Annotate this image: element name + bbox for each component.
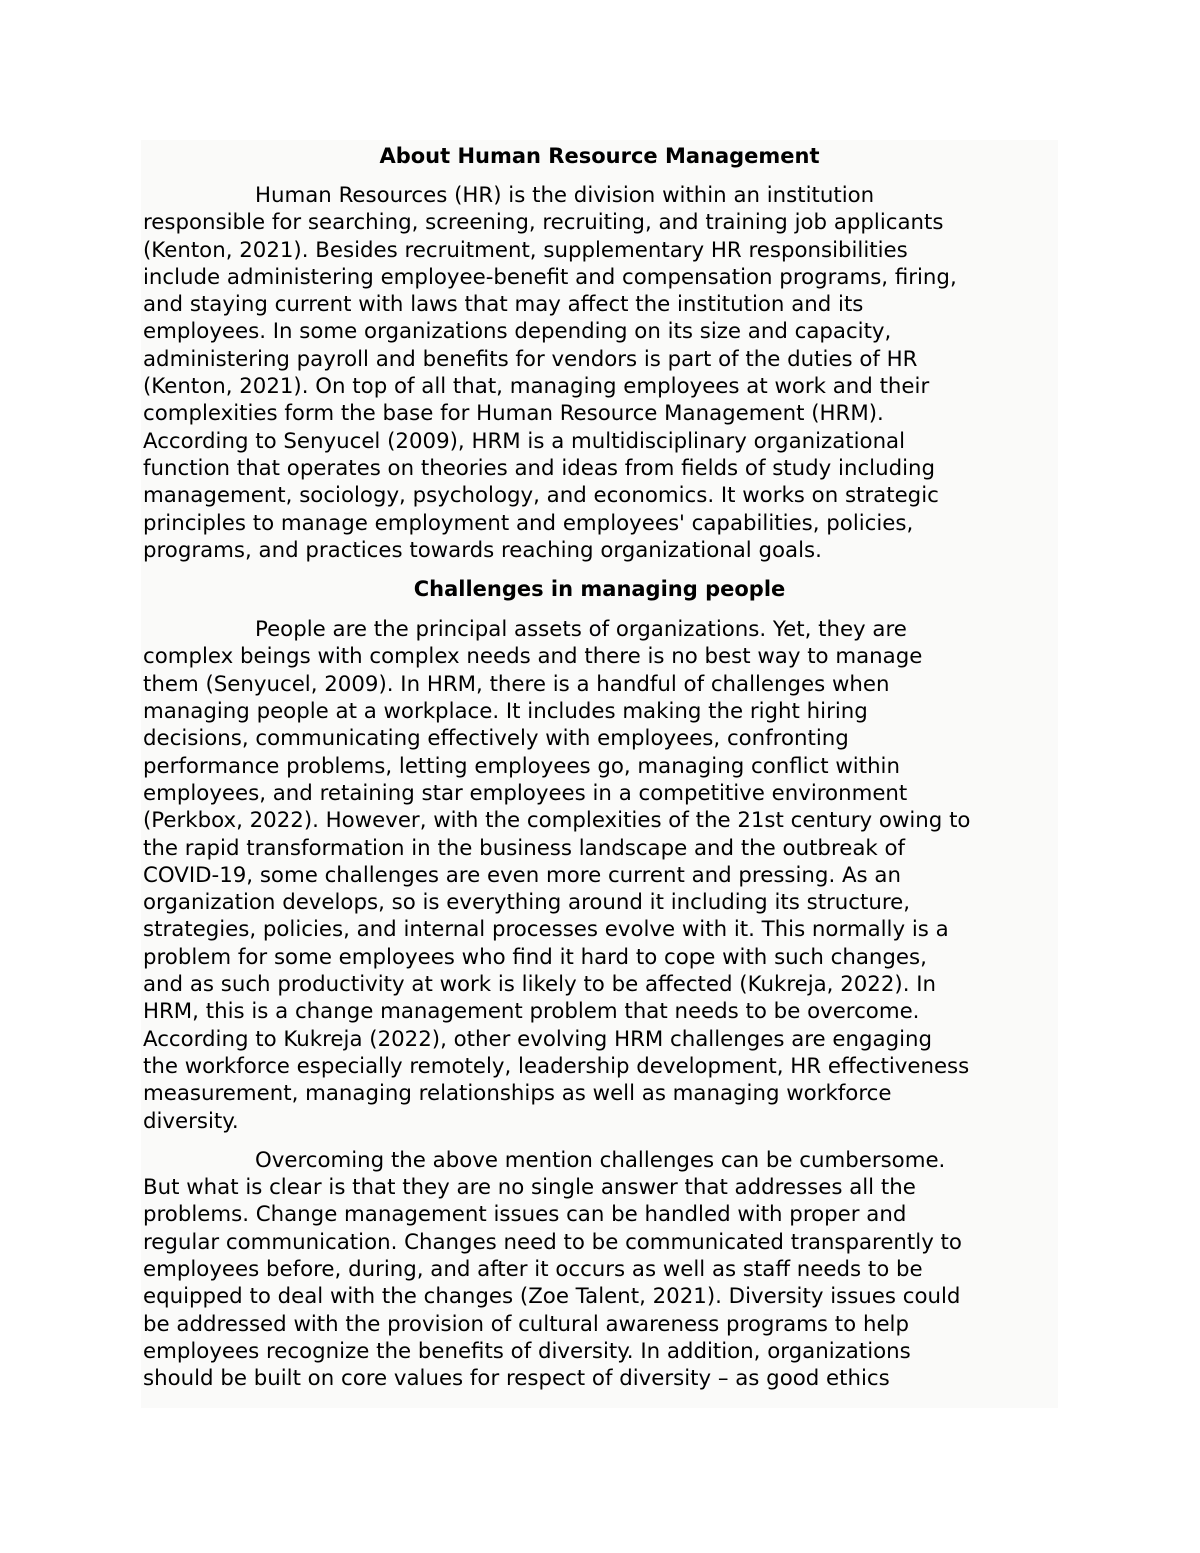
text-line: managing people at a workplace. It includes making the right hiring — [143, 699, 868, 725]
text-line: should be built on core values for respect of diversity – as good ethics — [143, 1366, 890, 1392]
text-line: But what is clear is that they are no single answer that addresses all the — [143, 1175, 916, 1201]
text-line: According to Kukreja (2022), other evolving HRM challenges are engaging — [143, 1026, 933, 1052]
text-line: be addressed with the provision of cultural awareness programs to help — [143, 1311, 909, 1337]
paragraph-about-hr — [143, 182, 1056, 564]
text-line: include administering employee-benefit and compensation programs, firing, — [143, 264, 957, 290]
text-line: COVID-19, some challenges are even more current and pressing. As an — [143, 862, 901, 888]
text-line: HRM, this is a change management problem that needs to be overcome. — [143, 999, 920, 1025]
text-line: (Kenton, 2021). Besides recruitment, supplementary HR responsibilities — [143, 237, 908, 263]
text-line: diversity. — [143, 1108, 239, 1134]
text-line: Human Resources (HR) is the division within an institution — [255, 183, 875, 208]
text-line: employees before, during, and after it occurs as well as staff needs to be — [143, 1256, 923, 1282]
text-line: employees. In some organizations depending on its size and capacity, — [143, 319, 892, 345]
text-line: employees, and retaining star employees in a competitive environment — [143, 780, 908, 806]
text-line: problem for some employees who find it hard to cope with such changes, — [143, 944, 927, 970]
text-line: measurement, managing relationships as well as managing workforce — [143, 1081, 892, 1107]
text-line: administering payroll and benefits for vendors is part of the duties of HR — [143, 346, 918, 372]
text-line: People are the principal assets of organizations. Yet, they are — [255, 617, 907, 643]
text-line: the rapid transformation in the business landscape and the outbreak of — [143, 835, 906, 861]
text-line: performance problems, letting employees go, managing conflict within — [143, 753, 900, 779]
document-title: About Human Resource Management — [379, 144, 820, 168]
text-line: complex beings with complex needs and there is no best way to manage — [143, 644, 923, 670]
text-line: and as such productivity at work is likely to be affected (Kukreja, 2022). In — [143, 972, 937, 998]
text-line: strategies, policies, and internal processes evolve with it. This normally is a — [143, 917, 949, 943]
text-line: According to Senyucel (2009), HRM is a multidisciplinary organizational — [143, 428, 906, 454]
text-line: complexities form the base for Human Resource Management (HRM). — [143, 401, 884, 427]
text-line: organization develops, so is everything around it including its structure, — [143, 890, 911, 916]
text-line: (Kenton, 2021). On top of all that, managing employees at work and their — [143, 374, 930, 400]
text-line: problems. Change management issues can be handled with proper and — [143, 1202, 907, 1228]
text-line: responsible for searching, screening, recruiting, and training job applicants — [143, 210, 944, 236]
document-body — [141, 141, 1058, 1392]
text-line: (Perkbox, 2022). However, with the complexities of the 21st century owing to — [143, 808, 971, 834]
text-line: principles to manage employment and employees' capabilities, policies, — [143, 510, 914, 536]
text-line: management, sociology, psychology, and economics. It works on strategic — [143, 483, 939, 509]
text-line: employees recognize the benefits of diversity. In addition, organizations — [143, 1338, 911, 1364]
text-line: them (Senyucel, 2009). In HRM, there is a handful of challenges when — [143, 671, 890, 697]
text-line: the workforce especially remotely, leadership development, HR effectiveness — [143, 1053, 970, 1079]
paragraph-overcoming — [143, 1147, 1056, 1393]
paragraph-challenges — [143, 616, 1056, 1135]
document-text-block — [141, 140, 1058, 1408]
text-line: regular communication. Changes need to be communicated transparently to — [143, 1229, 962, 1255]
text-line: decisions, communicating effectively with employees, confronting — [143, 726, 849, 752]
text-line: function that operates on theories and ideas from fields of study including — [143, 455, 936, 481]
text-line: programs, and practices towards reaching organizational goals. — [143, 537, 822, 563]
text-line: and staying current with laws that may affect the institution and its — [143, 292, 864, 318]
text-line: equipped to deal with the changes (Zoe Talent, 2021). Diversity issues could — [143, 1284, 961, 1310]
section-heading-challenges: Challenges in managing people — [413, 577, 786, 602]
text-line: Overcoming the above mention challenges can be cumbersome. — [255, 1147, 946, 1173]
